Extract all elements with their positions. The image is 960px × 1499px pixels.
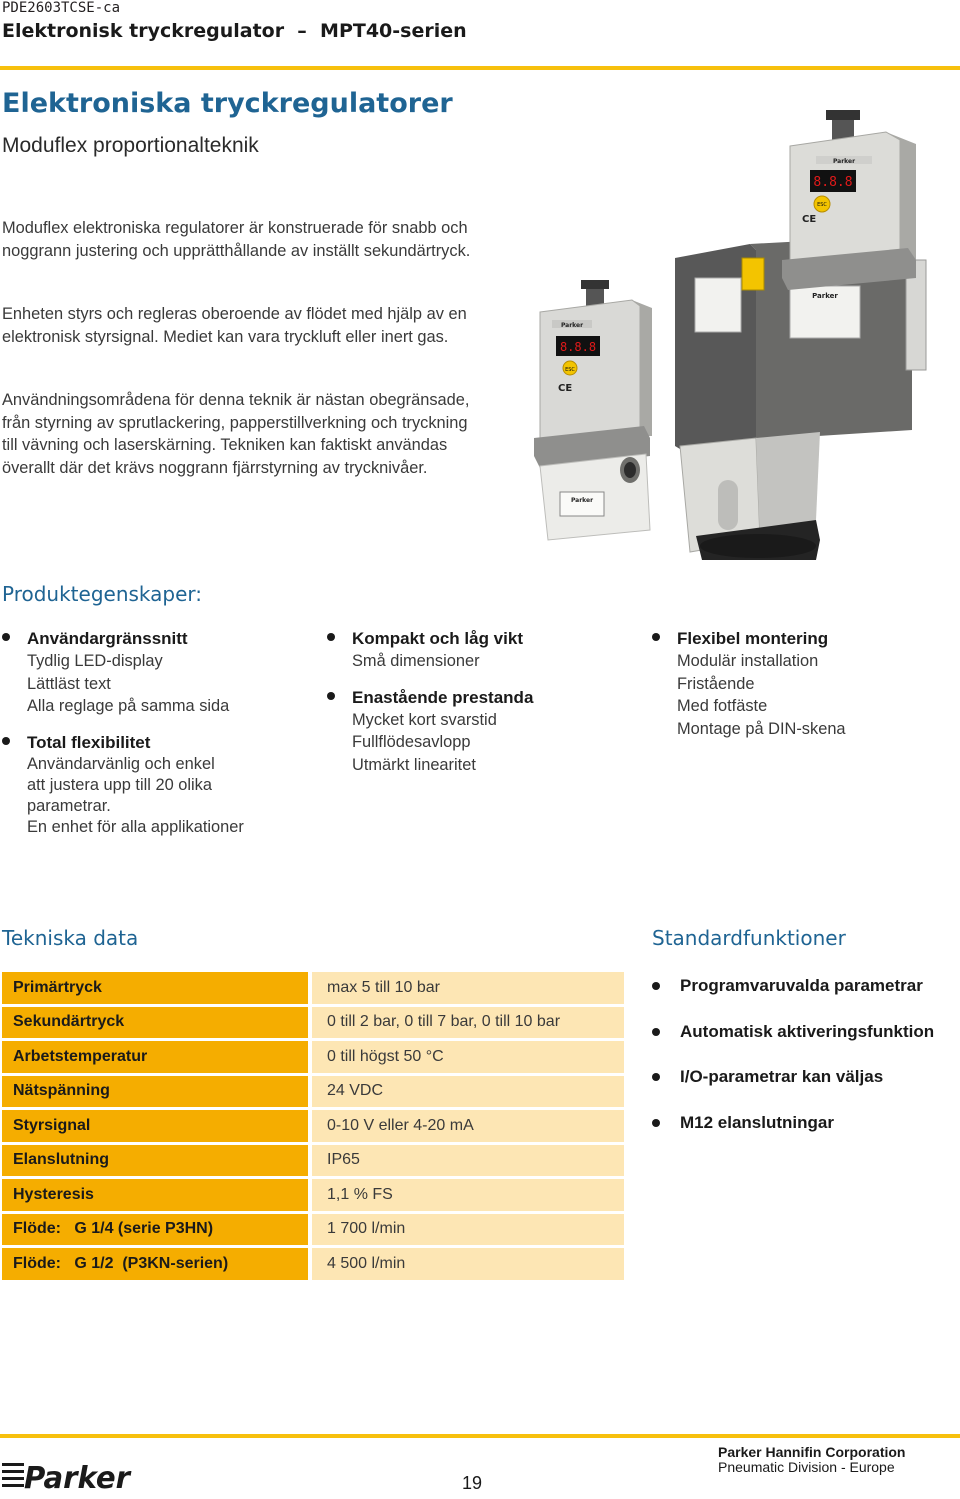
bullet-icon bbox=[327, 633, 335, 641]
table-row bbox=[2, 1041, 624, 1073]
feature-item: Alla reglage på samma sida bbox=[27, 697, 230, 715]
spec-label: Primärtryck bbox=[2, 972, 308, 1004]
list-item bbox=[652, 1067, 960, 1113]
spec-value: IP65 bbox=[308, 1145, 624, 1177]
spec-value: 0 till 2 bar, 0 till 7 bar, 0 till 10 bar bbox=[308, 1007, 624, 1039]
spec-value: 0 till högst 50 °C bbox=[308, 1041, 624, 1073]
product-photo bbox=[520, 100, 940, 560]
small-esc-button-label: ESC bbox=[565, 367, 575, 373]
feature-title: Enastående prestanda bbox=[352, 687, 534, 707]
spec-label: Flöde: G 1/4 (serie P3HN) bbox=[2, 1214, 308, 1246]
corporation-division: Pneumatic Division - Europe bbox=[718, 1459, 895, 1475]
document-title: Elektronisk tryckregulator – MPT40-serien bbox=[2, 20, 467, 42]
small-brand-badge: Parker bbox=[560, 322, 584, 329]
feature-item: Små dimensioner bbox=[352, 652, 480, 670]
feature-item: Tydlig LED-display bbox=[27, 652, 163, 670]
small-body-brand: Parker bbox=[570, 497, 594, 504]
bullet-icon bbox=[2, 737, 10, 745]
list-item bbox=[652, 976, 960, 1022]
spec-value: 24 VDC bbox=[308, 1076, 624, 1108]
large-ce-mark: CE bbox=[802, 214, 817, 225]
standard-function-label: Automatisk aktiveringsfunktion bbox=[680, 1021, 935, 1041]
features-title: Produktegenskaper: bbox=[2, 582, 203, 606]
feature-title: Flexibel montering bbox=[677, 629, 829, 648]
large-body-brand: Parker bbox=[812, 292, 838, 300]
feature-title: Användargränssnitt bbox=[27, 629, 188, 648]
list-item bbox=[652, 1022, 960, 1068]
feature-group bbox=[652, 628, 952, 740]
standard-functions-list bbox=[652, 976, 960, 1159]
bullet-icon bbox=[652, 1073, 660, 1081]
bullet-icon bbox=[652, 982, 660, 990]
spec-label: Nätspänning bbox=[2, 1076, 308, 1108]
list-item bbox=[652, 1113, 960, 1159]
spec-label: Styrsignal bbox=[2, 1110, 308, 1142]
feature-item: En enhet för alla applikationer bbox=[27, 817, 244, 836]
spec-value: 1 700 l/min bbox=[308, 1214, 624, 1246]
feature-title: Total flexibilitet bbox=[27, 732, 151, 752]
spec-label: Arbetstemperatur bbox=[2, 1041, 308, 1073]
small-display-readout: 8.8.8 bbox=[559, 340, 597, 354]
parker-logo bbox=[2, 1451, 134, 1495]
table-row bbox=[2, 1179, 624, 1211]
table-row bbox=[2, 1007, 624, 1039]
standard-function-label: I/O-parametrar kan väljas bbox=[680, 1067, 884, 1087]
bullet-icon bbox=[652, 1119, 660, 1127]
page-subheading: Moduflex proportionalteknik bbox=[2, 134, 259, 157]
bullet-icon bbox=[652, 633, 660, 641]
features-column-2 bbox=[327, 628, 627, 790]
table-row bbox=[2, 972, 624, 1004]
spec-label: Sekundärtryck bbox=[2, 1007, 308, 1039]
tech-data-title: Tekniska data bbox=[2, 926, 139, 950]
standard-function-label: Programvaruvalda parametrar bbox=[680, 976, 923, 995]
spec-value: 0-10 V eller 4-20 mA bbox=[308, 1110, 624, 1142]
large-unit-head bbox=[782, 110, 916, 290]
feature-item: Montage på DIN-skena bbox=[677, 719, 846, 738]
spec-label: Elanslutning bbox=[2, 1145, 308, 1177]
table-row bbox=[2, 1248, 624, 1280]
feature-group bbox=[327, 687, 627, 777]
intro-paragraph-1: Moduflex elektroniska regulatorer är konstruerade för snabb och noggrann justering och upprätthållande av inställt sekundärtryck. bbox=[2, 219, 471, 260]
feature-group bbox=[327, 628, 627, 673]
feature-item: Lättläst text bbox=[27, 674, 111, 693]
feature-item: Fristående bbox=[677, 674, 755, 693]
logo-wordmark: Parker bbox=[24, 1461, 133, 1495]
feature-item: Modulär installation bbox=[677, 652, 819, 670]
feature-group bbox=[2, 732, 302, 838]
feature-title: Kompakt och låg vikt bbox=[352, 629, 523, 648]
spec-value: 4 500 l/min bbox=[308, 1248, 624, 1280]
feature-item: Utmärkt linearitet bbox=[352, 755, 476, 774]
feature-group bbox=[2, 628, 302, 718]
small-ce-mark: CE bbox=[558, 383, 573, 394]
feature-item: Fullflödesavlopp bbox=[352, 733, 471, 751]
table-row bbox=[2, 1076, 624, 1108]
standard-functions-title: Standardfunktioner bbox=[652, 926, 846, 950]
table-row bbox=[2, 1145, 624, 1177]
small-regulator-unit bbox=[534, 280, 652, 540]
tech-data-table bbox=[2, 969, 624, 1283]
bullet-icon bbox=[327, 692, 335, 700]
large-esc-button-label: ESC bbox=[817, 202, 827, 208]
feature-item: att justera upp till 20 olika bbox=[27, 775, 212, 794]
large-display-readout: 8.8.8 bbox=[813, 175, 853, 190]
feature-item: Med fotfäste bbox=[677, 697, 768, 715]
feature-item: parametrar. bbox=[27, 796, 111, 815]
spec-value: max 5 till 10 bar bbox=[308, 972, 624, 1004]
standard-function-label: M12 elanslutningar bbox=[680, 1113, 834, 1133]
page-heading: Elektroniska tryckregulatorer bbox=[2, 88, 453, 119]
large-brand-badge: Parker bbox=[832, 158, 856, 165]
feature-item: Användarvänlig och enkel bbox=[27, 754, 215, 773]
features-column-1 bbox=[2, 628, 302, 852]
intro-paragraph-3: Användningsområdena för denna teknik är nästan obegränsade, från styrning av sprutlackering, papperstillverkning och tryckning till vävning och laserskärning. Tekniken kan faktiskt användas överallt där det krävs noggrann fjärrstyrning av trycknivåer. bbox=[2, 391, 470, 477]
spec-label: Hysteresis bbox=[2, 1179, 308, 1211]
table-row bbox=[2, 1110, 624, 1142]
bullet-icon bbox=[2, 633, 10, 641]
header-divider bbox=[0, 66, 960, 70]
spec-label: Flöde: G 1/2 (P3KN-serien) bbox=[2, 1248, 308, 1280]
bullet-icon bbox=[652, 1028, 660, 1036]
features-column-3 bbox=[652, 628, 952, 754]
spec-value: 1,1 % FS bbox=[308, 1179, 624, 1211]
intro-paragraph-2: Enheten styrs och regleras oberoende av flödet med hjälp av en elektronisk styrsignal. Mediet kan vara tryckluft eller inert gas. bbox=[2, 305, 467, 346]
corporation-name: Parker Hannifin Corporation bbox=[718, 1444, 906, 1460]
page-number: 19 bbox=[462, 1473, 483, 1493]
table-row bbox=[2, 1214, 624, 1246]
feature-item: Mycket kort svarstid bbox=[352, 710, 497, 729]
document-code: PDE2603TCSE-ca bbox=[2, 0, 121, 16]
footer-divider bbox=[0, 1434, 960, 1438]
